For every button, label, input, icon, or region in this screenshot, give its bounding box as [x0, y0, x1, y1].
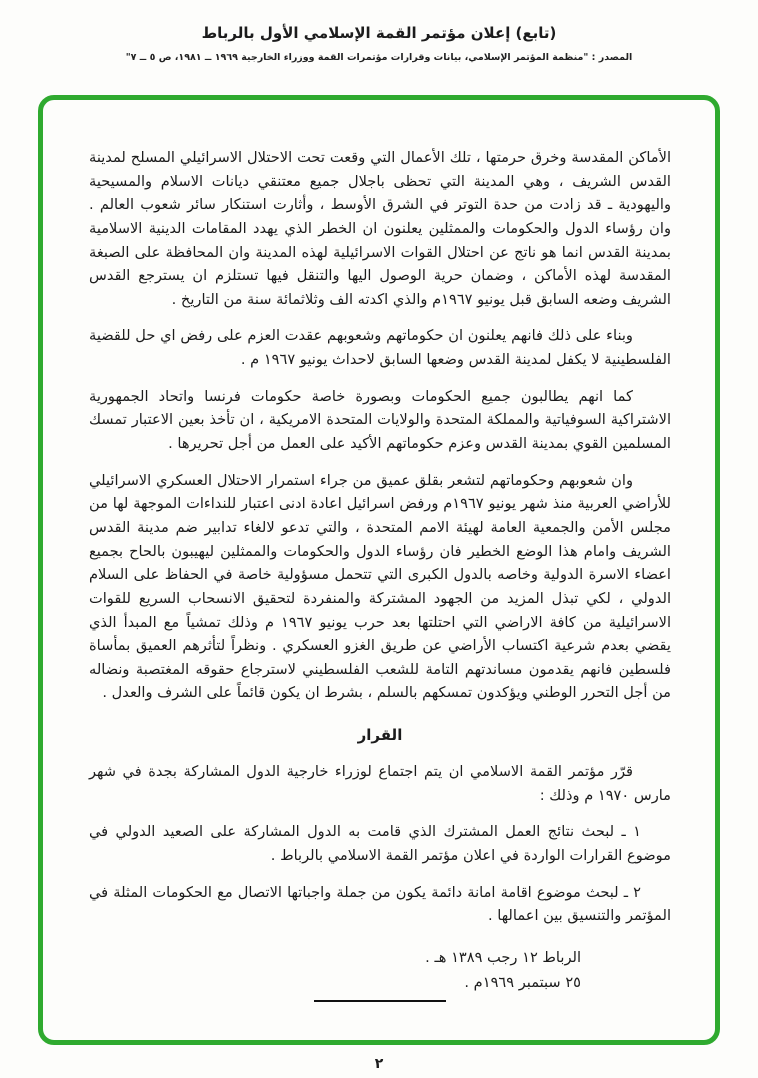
decision-item: ٢ ـ لبحث موضوع اقامة امانة دائمة يكون من جملة واجباتها الاتصال مع الحكومات المثلة في المؤتمر والتنسيق بين اعمالها .	[89, 883, 671, 925]
paragraph: وان شعوبهم وحكوماتهم لتشعر بقلق عميق من جراء استمرار الاحتلال العسكري الاسرائيلي للأراضي العربية منذ شهر يونيو ١٩٦٧م ورفض اسرائيل اعادة ادنى اعتبار للنداءات الموجهة لها من مجلس الأمن والجمعية العامة لهيئة الامم المتحدة ، والتي تدعو لالغاء تدابير ضم مدينة القدس الشريف وامام هذا الوضع الخطير فان رؤساء الدول والحكومات والممثلين ليهيبون بالحاح بجميع اعضاء الاسرة الدولية وخاصه بالدول الكبرى التي تتحمل مسؤولية خاصة في الحفاظ على السلام الدولي ، لكي تبذل المزيد من الجهود المشتركة والمنفردة لتحقيق الانسحاب السريع للقوات الاسرائيلية من كافة الاراضي التي احتلتها بعد حرب يونيو ١٩٦٧ م وذلك تمشياً مع المبدأ الذي يقضي بعدم شرعية اكتساب الأراضي عن طريق الغزو العسكري . ونظراً لتأثرهم العميق بمأساة فلسطين فانهم يقدمون مساندتهم التامة للشعب الفلسطيني لاسترجاع حقوقه المغتصبة ونضاله من أجل التحرر الوطني ويؤكدون تمسكهم بالسلم ، بشرط ان يكون قائماً على الشرف والعدل .	[89, 471, 671, 702]
page-header	[0, 0, 758, 63]
signature-date-gregorian: ٢٥ سبتمبر ١٩٦٩م .	[464, 974, 581, 992]
decision-items	[89, 820, 671, 941]
decision-intro: قرّر مؤتمر القمة الاسلامي ان يتم اجتماع لوزراء خارجية الدول المشاركة بجدة في شهر مارس ١٩٧٠ م وذلك :	[89, 763, 671, 804]
paragraph: كما انهم يطالبون جميع الحكومات وبصورة خاصة حكومات فرنسا واتحاد الجمهورية الاشتراكية السوفياتية والمملكة المتحدة والولايات المتحدة الامريكية ، ان تأخذ بعين الاعتبار تمسك المسلمين القوي بمدينة القدس وعزم حكوماتهم الأكيد على العمل من أجل تحريرها .	[89, 387, 671, 453]
decision-intro-wrap	[89, 760, 671, 820]
document-body	[89, 146, 671, 718]
page-number: ٢	[374, 1056, 384, 1072]
decision-item: ١ ـ لبحث نتائج العمل المشترك الذي قامت به الدول المشاركة على الصعيد الدولي في موضوع القرارات الواردة في اعلان مؤتمر القمة الاسلامي بالرباط .	[89, 823, 671, 865]
document-source-line: المصدر : "منظمة المؤتمر الإسلامي، بيانات وقرارات مؤتمرات القمة ووزراء الخارجية ١٩٦٩ ــ ١٩٨١، ص ٥ ــ ٧"	[125, 52, 633, 63]
paragraph: الأماكن المقدسة وخرق حرمتها ، تلك الأعمال التي وقعت تحت الاحتلال الاسرائيلي المسلح لمدينة القدس الشريف ، وهي المدينة التي تحظى باجلال جميع معتنقي ديانات الاسلام والمسيحية واليهودية ـ قد زادت من حدة التوتر في الشرق الأوسط ، وأثارت استنكار سائر شعوب العالم . وان رؤساء الدول والحكومات والممثلين يعلنون ان الخطر الذي يهدد المقامات الدينية الاسلامية بمدينة القدس انما هو ناتج عن احتلال القوات الاسرائيلية لهذه المدينة وان المحافظة على الصبغة المقدسة لهذه الأماكن ، وضمان حرية الوصول اليها والتنقل فيها تستلزم ان يسترجع القدس الشريف وضعه السابق قبل يونيو ١٩٦٧م والذي اكدته الف وثلاثمائة سنة من التاريخ .	[89, 149, 671, 308]
decision-heading: القرار	[357, 726, 403, 745]
paragraph: وبناء على ذلك فانهم يعلنون ان حكوماتهم وشعوبهم عقدت العزم على رفض اي حل للقضية الفلسطينية لا يكفل لمدينة القدس وضعها السابق لاحداث يونيو ١٩٦٧ م .	[89, 327, 671, 369]
footer-rule	[314, 1000, 446, 1003]
document-title: (تابع) إعلان مؤتمر القمة الإسلامي الأول بالرباط	[201, 24, 557, 42]
green-frame	[38, 95, 720, 1045]
signature-place-date-hijri: الرباط ١٢ رجب ١٣٨٩ هـ .	[425, 948, 581, 966]
signature-block	[89, 945, 671, 996]
